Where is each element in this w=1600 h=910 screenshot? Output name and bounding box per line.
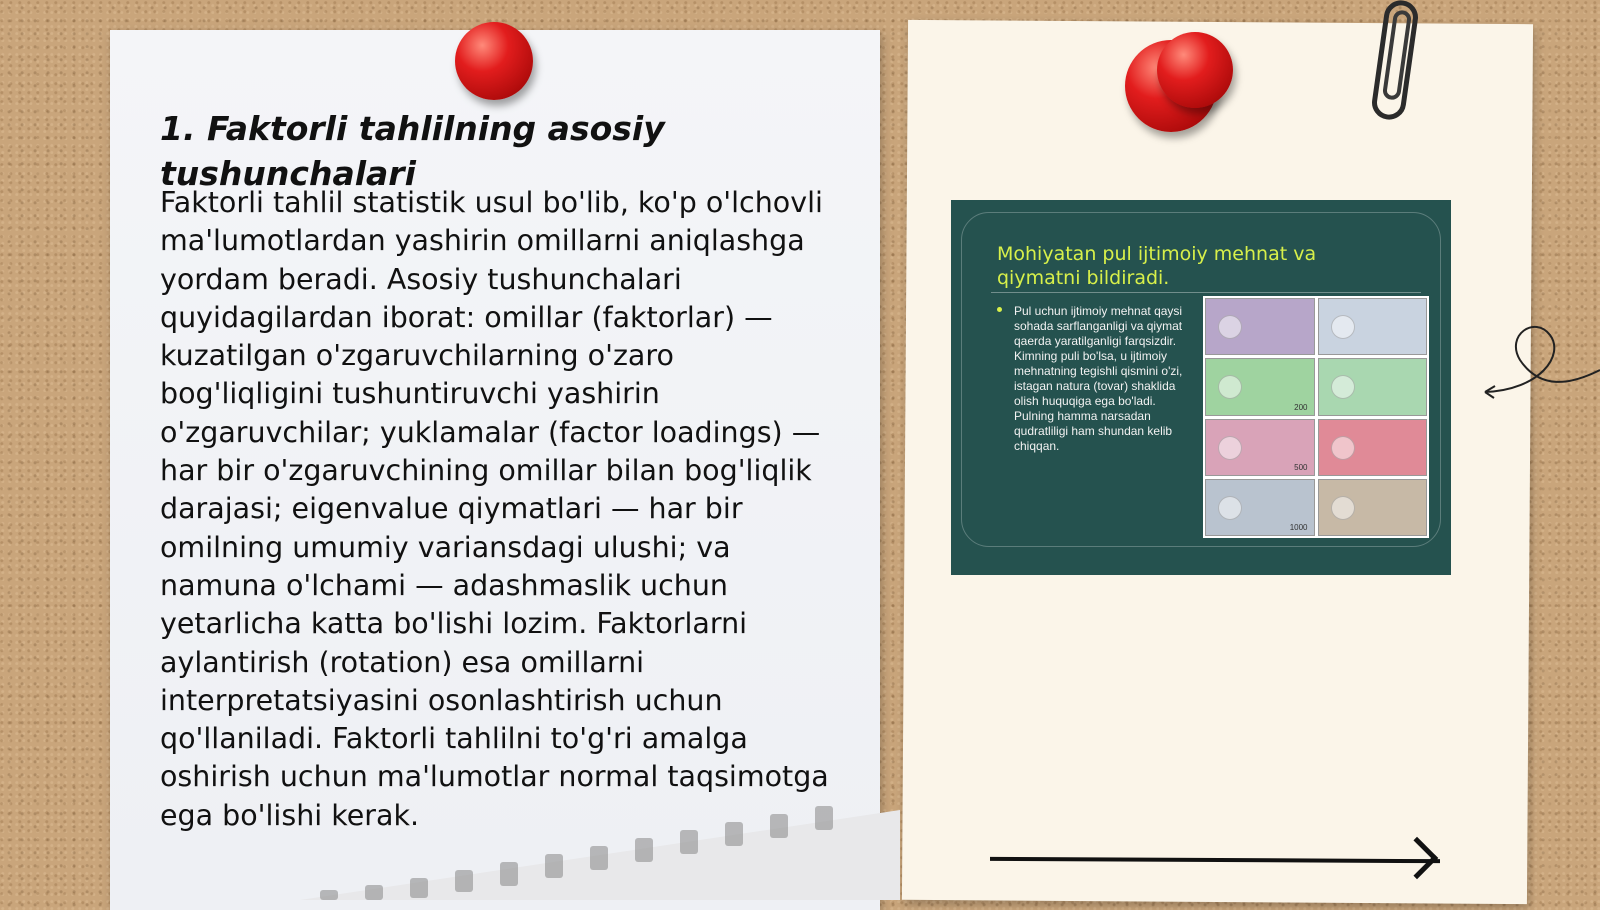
- banknote-seal-icon: [1218, 436, 1242, 460]
- banknote-image: [1205, 479, 1315, 536]
- embedded-slide-image: [951, 200, 1451, 575]
- banknote-seal-icon: [1331, 436, 1355, 460]
- slide-title: Mohiyatan pul ijtimoiy mehnat va qiymatni bildiradi.: [997, 243, 1317, 289]
- banknotes-grid: [1203, 296, 1429, 538]
- banknote-seal-icon: [1218, 375, 1242, 399]
- banknote-image: [1318, 298, 1428, 355]
- bullet-icon: [997, 307, 1002, 312]
- banknote-image: [1205, 419, 1315, 476]
- banknote-image: [1318, 479, 1428, 536]
- note-body-text: Faktorli tahlil statistik usul bo'lib, ko'p o'lchovli ma'lumotlardan yashirin omillarni aniqlashga yordam beradi. Asosiy tushunchalari quyidagilardan iborat: omillar (faktorlar) — kuzatilgan o'zgaruvchilarning o'zaro bog'liqligini tushuntiruvchi yashirin o'zgaruvchilar; yuklamalar (factor loadings) — har bir o'zgaruvchining omillar bilan bog'liqlik darajasi; eigenvalue qiymatlari — har bir omilning umumiy variansdagi ulushi; va namuna o'lchami — adashmaslik uchun yetarlicha katta bo'lishi lozim. Faktorlarni aylantirish (rotation) esa omillarni interpretatsiyasini osonlashtirish uchun qo'llaniladi. Faktorli tahlilni to'g'ri amalga oshirish uchun ma'lumotlar normal taqsimotga ega bo'lishi kerak.: [160, 186, 829, 832]
- banknote-value: 500: [1294, 462, 1308, 472]
- banknote-seal-icon: [1331, 375, 1355, 399]
- banknote-seal-icon: [1218, 315, 1242, 339]
- slide-bullet-text: Pul uchun ijtimoiy mehnat qaysi sohada sarflanganligi va qiymat qaerda yaratilganligi farqsizdir. Kimning puli bo'lsa, u ijtimoiy mehnatning tegishli qismini o'zi, istagan natura (tovar) shaklida olish huquqiga ega bo'ladi. Pulning hamma narsadan qudratliligi ham shundan kelib chiqqan.: [1014, 304, 1183, 453]
- slide-divider: [991, 292, 1421, 293]
- scribble-arrow-decoration: [1480, 310, 1600, 410]
- banknote-image: [1205, 298, 1315, 355]
- banknote-seal-icon: [1331, 496, 1355, 520]
- note-title: 1. Faktorli tahlilning asosiy tushunchalari: [160, 109, 665, 193]
- banknote-value: 200: [1294, 402, 1308, 412]
- pushpin-icon: [1157, 32, 1233, 108]
- banknote-image: [1318, 419, 1428, 476]
- banknote-image: [1318, 358, 1428, 415]
- banknote-image: [1205, 358, 1315, 415]
- banknote-seal-icon: [1218, 496, 1242, 520]
- pushpin-icon: [455, 22, 533, 100]
- banknote-seal-icon: [1331, 315, 1355, 339]
- banknote-value: 1000: [1289, 523, 1308, 532]
